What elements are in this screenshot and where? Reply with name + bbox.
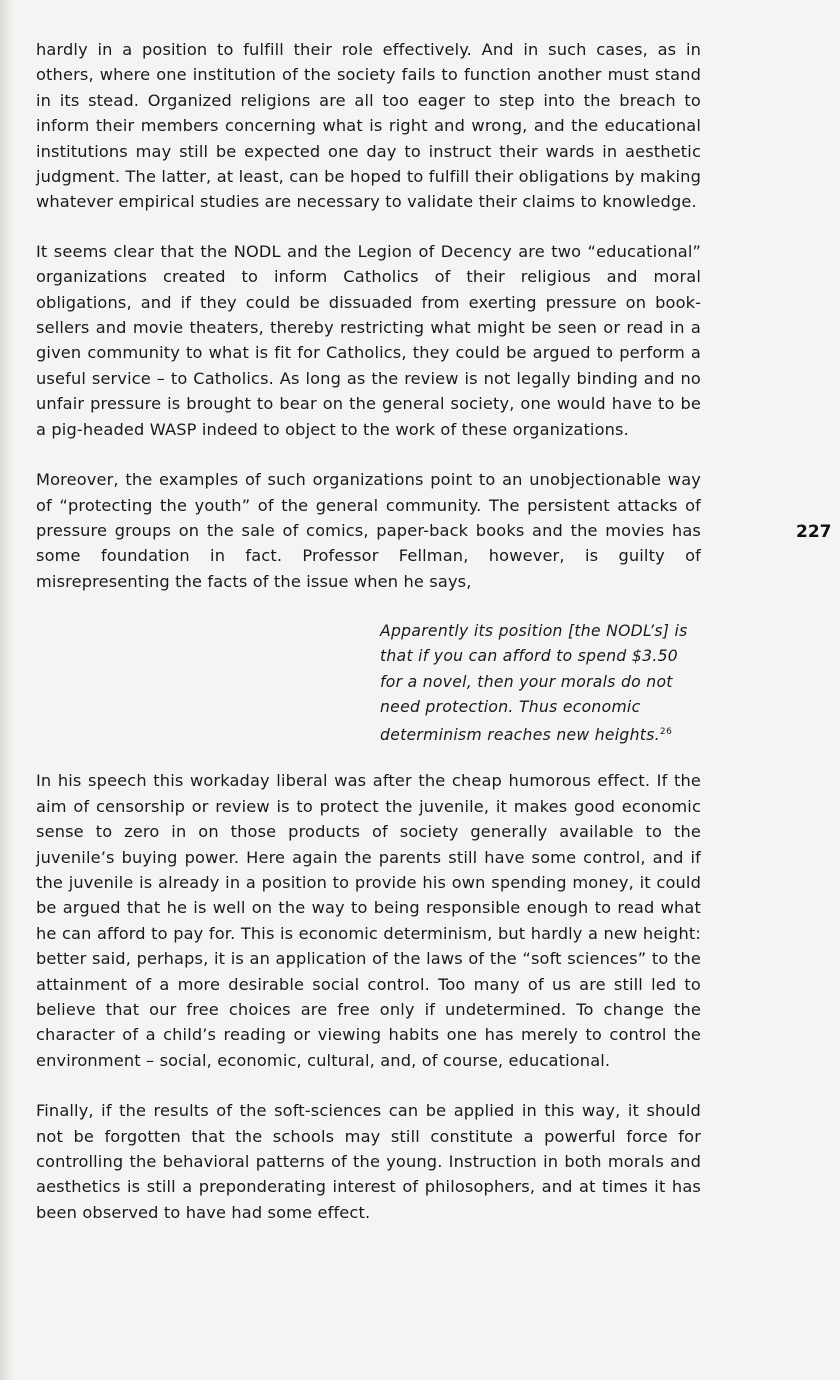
page-edge-shadow	[0, 0, 14, 1380]
block-quote	[380, 619, 700, 748]
body-text	[36, 37, 701, 1250]
paragraph-workaday-liberal: In his speech this workaday liberal was after the cheap humorous effect. If the aim of censorship or review is to protect the juvenile, it makes good economic sense to zero in on those products of society generally available to the juvenile’s buying power. Here again the parents still have some control, and if the juvenile is already in a position to provide his own spending money, it could be argued that he is well on the way to being responsible enough to read what he can afford to pay for. This is economic determinism, but hardly a new height: better said, perhaps, it is an application of the laws of the “soft sciences” to the attainment of a more desirable social control. Too many of us are still led to believe that our free choices are free only if undetermined. To change the character of a child’s reading or viewing habits one has merely to control the environment – social, economic, cultural, and, of course, educational.	[36, 771, 701, 1070]
quote-text: Apparently its position [the NODL’s] is that if you can afford to spend $3.50 for a novel, then your morals do not need protection. Thus economic determinism reaches new heights.	[380, 622, 688, 745]
paragraph-soft-sciences: Finally, if the results of the soft-sciences can be applied in this way, it should not be forgotten that the schools may still constitute a powerful force for controlling the behavioral patterns of the young. Instruction in both morals and aesthetics is still a preponderating interest of philosophers, and at times it has been observed to have had some effect.	[36, 1101, 701, 1222]
paragraph-protecting-youth: Moreover, the examples of such organizations point to an unobjectionable way of “protecting the youth” of the general community. The persistent attacks of pressure groups on the sale of comics, paper-back books and the movies has some foundation in fact. Professor Fellman, however, is guilty of misrepresenting the facts of the issue when he says,	[36, 470, 701, 591]
paragraph-institutions: hardly in a position to fulfill their role effectively. And in such cases, as in others, where one institution of the society fails to function another must stand in its stead. Organized religions are all too eager to step into the breach to inform their members concerning what is right and wrong, and the educational institutions may still be expected one day to instruct their wards in aesthetic judgment. The latter, at least, can be hoped to fulfill their obligations by making whatever empirical studies are necessary to validate their claims to knowledge.	[36, 40, 701, 212]
footnote-reference: 26	[659, 726, 673, 737]
paragraph-nodl-legion: It seems clear that the NODL and the Legion of Decency are two “educational” organizations created to inform Catholics of their religious and moral obligations, and if they could be dissuaded from exerting pressure on booksellers and movie theaters, thereby restricting what might be seen or read in a given community to what is fit for Catholics, they could be argued to perform a useful service – to Catholics. As long as the review is not legally binding and no unfair pressure is brought to bear on the general society, one would have to be a pig-headed WASP indeed to object to the work of these organizations.	[36, 241, 701, 439]
page-number: 227	[796, 522, 832, 542]
